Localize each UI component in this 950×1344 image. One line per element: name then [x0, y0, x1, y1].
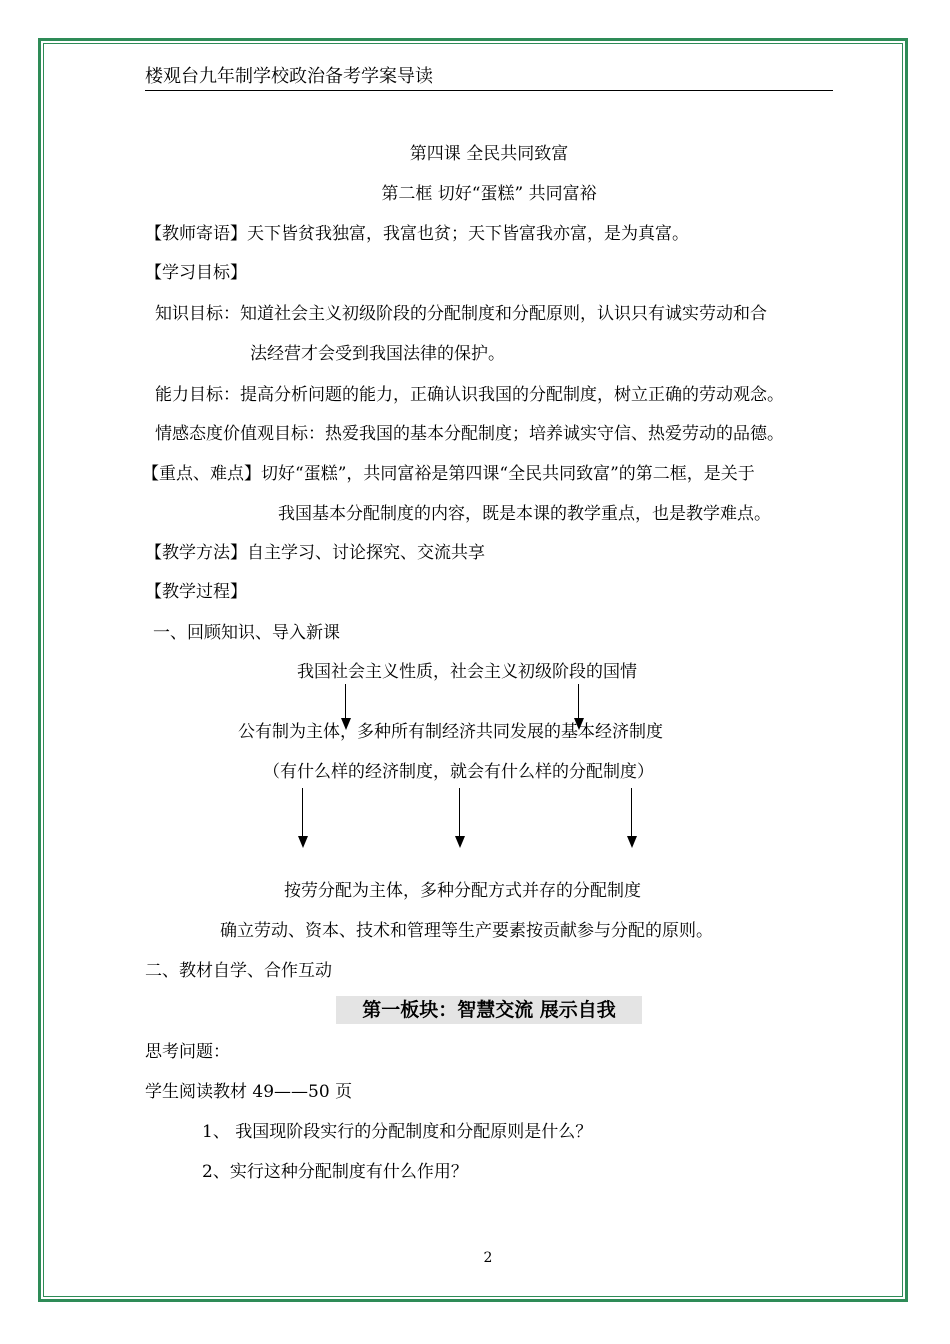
knowledge-goal: 知识目标：知道社会主义初级阶段的分配制度和分配原则，认识只有诚实劳动和合: [155, 304, 767, 324]
emotion-goal: 情感态度价值观目标：热爱我国的基本分配制度；培养诚实守信、热爱劳动的品德。: [155, 424, 784, 444]
knowledge-goal-cont: 法经营才会受到我国法律的保护。: [250, 344, 505, 364]
flow-arrow-head-4: [455, 836, 465, 848]
flow-line-2: 公有制为主体，多种所有制经济共同发展的基本经济制度: [238, 722, 663, 742]
flow-arrow-shaft-2: [578, 684, 579, 720]
flow-line-1: 我国社会主义性质，社会主义初级阶段的国情: [297, 662, 637, 682]
page-number: 2: [483, 1250, 493, 1266]
block-1-title: 第一板块：智慧交流 展示自我: [362, 999, 616, 1021]
lesson-subtitle: 第二框 切好“蛋糕” 共同富裕: [381, 184, 597, 204]
flow-arrow-shaft-5: [631, 788, 632, 838]
page-header: 楼观台九年制学校政治备考学案导读: [145, 64, 833, 91]
question-1: 1、 我国现阶段实行的分配制度和分配原则是什么？: [202, 1122, 593, 1142]
reading-assignment: 学生阅读教材 49——50 页: [145, 1082, 353, 1102]
flow-arrow-shaft-4: [459, 788, 460, 838]
step-2: 二、教材自学、合作互动: [145, 961, 332, 981]
lesson-title: 第四课 全民共同致富: [409, 144, 569, 164]
teaching-method: 【教学方法】自主学习、讨论探究、交流共享: [145, 543, 485, 563]
questions-heading: 思考问题：: [145, 1042, 230, 1062]
key-points: 【重点、难点】切好“蛋糕”，共同富裕是第四课“全民共同致富”的第二框，是关于: [142, 464, 755, 484]
flow-arrow-shaft-1: [345, 684, 346, 720]
flow-line-5: 确立劳动、资本、技术和管理等生产要素按贡献参与分配的原则。: [220, 921, 713, 941]
teacher-message: 【教师寄语】天下皆贫我独富，我富也贫；天下皆富我亦富，是为真富。: [145, 224, 689, 244]
step-1: 一、回顾知识、导入新课: [153, 623, 340, 643]
ability-goal: 能力目标：提高分析问题的能力，正确认识我国的分配制度，树立正确的劳动观念。: [155, 385, 784, 405]
flow-line-4: 按劳分配为主体，多种分配方式并存的分配制度: [284, 881, 641, 901]
flow-line-3: （有什么样的经济制度，就会有什么样的分配制度）: [263, 762, 654, 782]
process-heading: 【教学过程】: [145, 582, 247, 602]
goals-heading: 【学习目标】: [145, 263, 247, 283]
flow-arrow-head-5: [627, 836, 637, 848]
key-points-cont: 我国基本分配制度的内容，既是本课的教学重点，也是教学难点。: [278, 504, 771, 524]
flow-arrow-shaft-3: [302, 788, 303, 838]
flow-arrow-head-3: [298, 836, 308, 848]
question-2: 2、实行这种分配制度有什么作用？: [202, 1162, 468, 1182]
